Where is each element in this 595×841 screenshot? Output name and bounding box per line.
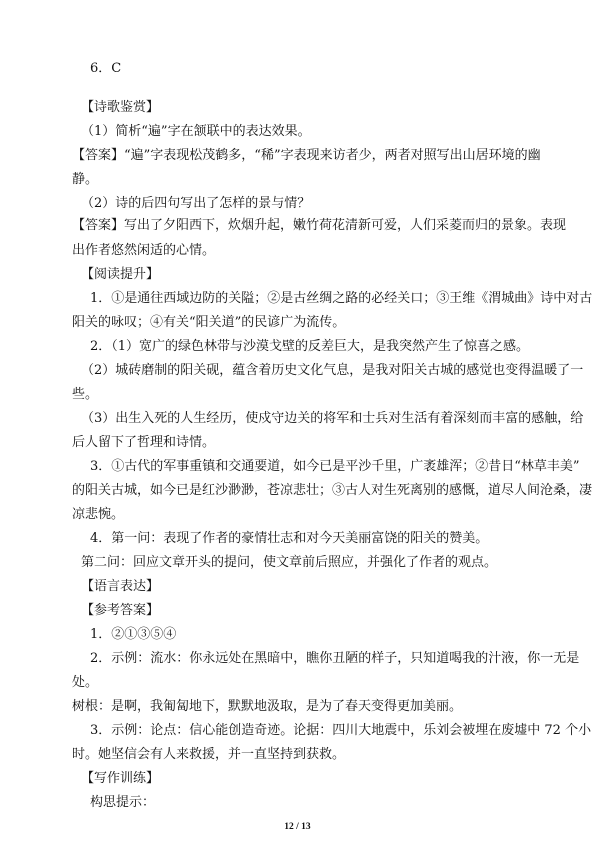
answer-line: 出作者悠然闲适的心情。 <box>72 243 216 258</box>
section-heading-reference: 【参考答案】 <box>81 603 160 618</box>
section-heading-poetry: 【诗歌鉴赏】 <box>81 100 160 115</box>
reading-answer-3-cont: 凉悲惋。 <box>72 507 125 522</box>
reading-answer-2-3-cont: 后人留下了哲理和诗情。 <box>72 435 216 450</box>
reading-answer-2-3: （3）出生入死的人生经历，使戍守边关的将军和士兵对生活有着深刻而丰富的感触，给 <box>81 411 584 426</box>
reading-answer-1-cont: 阳关的咏叹；④有关“阳关道”的民谚广为流传。 <box>72 315 346 330</box>
reading-answer-3-cont: 的阳关古城，如今已是红沙渺渺，苍凉悲壮；③古人对生死离别的感慨，道尽人间沧桑，凄 <box>72 483 593 498</box>
section-heading-reading: 【阅读提升】 <box>81 267 160 282</box>
reading-answer-2: 2．（1）宽广的绿色林带与沙漠戈壁的反差巨大，是我突然产生了惊喜之感。 <box>90 339 530 354</box>
answer-6: 6．C <box>90 61 122 76</box>
answer-line: 【答案】写出了夕阳西下，炊烟升起，嫩竹荷花清新可爱，人们采菱而归的景象。表现 <box>72 218 567 233</box>
language-answer-3-cont: 时。她坚信会有人来救援，并一直坚持到获救。 <box>72 747 346 762</box>
reading-answer-2-2: （2）城砖磨制的阳关砚，蕴含着历史文化气息，是我对阳关古城的感觉也变得温暖了一 <box>81 363 584 378</box>
reading-answer-4: 4．第一问：表现了作者的豪情壮志和对今天美丽富饶的阳关的赞美。 <box>90 531 489 546</box>
section-heading-writing: 【写作训练】 <box>81 771 160 786</box>
section-heading-language: 【语言表达】 <box>81 579 160 594</box>
language-answer-1: 1．②①③⑤④ <box>90 627 177 642</box>
language-answer-2-roots: 树根：是啊，我匍匐地下，默默地汲取，是为了春天变得更加美丽。 <box>72 699 463 714</box>
reading-answer-3: 3．①古代的军事重镇和交通要道，如今已是平沙千里，广袤雄浑；②昔日“林草丰美” <box>90 459 580 474</box>
language-answer-2-cont: 处。 <box>72 675 99 690</box>
reading-answer-2-2-cont: 些。 <box>72 387 99 402</box>
page-number: 12 / 13 <box>284 822 311 832</box>
answer-line: 静。 <box>72 172 99 187</box>
reading-answer-1: 1．①是通往西域边防的关隘；②是古丝绸之路的必经关口；③王维《渭城曲》诗中对古 <box>90 291 593 306</box>
question-2: （2）诗的后四句写出了怎样的景与情？ <box>81 196 311 211</box>
answer-line: 【答案】“遍”字表现松茂鹤多，“稀”字表现来访者少，两者对照写出山居环境的幽 <box>72 148 541 163</box>
language-answer-3: 3．示例：论点：信心能创造奇迹。论据：四川大地震中，乐刘会被埋在废墟中 72 个小 <box>90 723 592 738</box>
language-answer-2: 2．示例：流水：你永远处在黑暗中，瞧你丑陋的样子，只知道喝我的汁液，你一无是 <box>90 651 580 666</box>
reading-answer-4-part2: 第二问：回应文章开头的提问，使文章前后照应，并强化了作者的观点。 <box>81 555 498 570</box>
question-1: （1）简析“遍”字在颔联中的表达效果。 <box>81 124 311 139</box>
writing-hint: 构思提示： <box>90 795 156 810</box>
